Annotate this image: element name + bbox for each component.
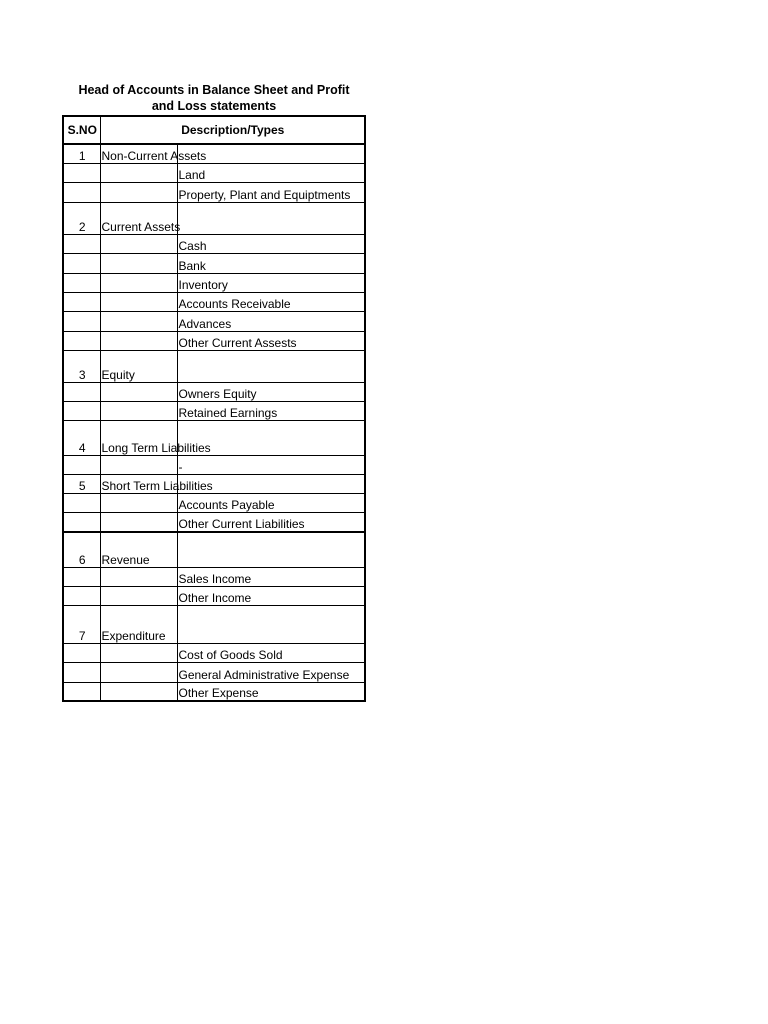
row-sno-cell [63, 331, 100, 350]
row-category-label: Current Assets [101, 219, 181, 234]
row-subtype-cell [177, 605, 365, 643]
table-row [63, 331, 365, 350]
row-sno-cell [63, 586, 100, 605]
table-row [63, 401, 365, 420]
table-row [63, 350, 365, 382]
row-sno-cell [63, 682, 100, 701]
row-category-cell [100, 493, 177, 512]
row-sno-cell: 7 [63, 605, 100, 643]
row-subtype-cell: Other Income [177, 586, 365, 605]
row-category-cell [100, 273, 177, 292]
row-subtype-cell: Other Current Liabilities [177, 512, 365, 532]
row-subtype-cell: Advances [177, 311, 365, 331]
table-row [63, 682, 365, 701]
row-sno-cell: 3 [63, 350, 100, 382]
row-category-cell [100, 682, 177, 701]
table-row [63, 292, 365, 311]
row-subtype-cell: Accounts Payable [177, 493, 365, 512]
table-row [63, 512, 365, 532]
table-row [63, 586, 365, 605]
row-sno-cell [63, 401, 100, 420]
row-sno-cell [63, 234, 100, 253]
row-category-label: Non-Current Assets [101, 148, 207, 163]
row-subtype-cell: - [177, 455, 365, 474]
row-sno-cell: 6 [63, 532, 100, 567]
row-category-cell [100, 532, 177, 567]
row-category-cell [100, 605, 177, 643]
table-row [63, 643, 365, 662]
row-subtype-cell: Other Current Assests [177, 331, 365, 350]
row-category-label: Short Term Liabilities [101, 478, 213, 493]
row-subtype-cell [177, 202, 365, 234]
row-category-cell [100, 163, 177, 182]
header-sno: S.NO [63, 116, 100, 144]
table-row [63, 382, 365, 401]
row-sno-cell: 5 [63, 474, 100, 493]
row-category-cell [100, 292, 177, 311]
row-subtype-cell: Other Expense [177, 682, 365, 701]
table-row [63, 474, 365, 493]
row-category-cell [100, 586, 177, 605]
accounts-table [62, 115, 366, 702]
row-sno-cell [63, 163, 100, 182]
row-subtype-cell [177, 350, 365, 382]
row-sno-cell [63, 662, 100, 682]
row-category-cell [100, 202, 181, 234]
table-row [63, 234, 365, 253]
row-subtype-cell: Accounts Receivable [177, 292, 365, 311]
row-category-cell [100, 662, 177, 682]
row-subtype-cell: Cash [177, 234, 365, 253]
table-row [63, 455, 365, 474]
row-sno-cell [63, 253, 100, 273]
row-category-cell [100, 474, 213, 493]
row-sno-cell: 1 [63, 144, 100, 163]
table-row [63, 493, 365, 512]
row-subtype-cell: Sales Income [177, 567, 365, 586]
row-category-cell [100, 182, 177, 202]
row-sno-cell [63, 493, 100, 512]
table-row [63, 144, 365, 163]
table-row [63, 605, 365, 643]
row-subtype-cell: Property, Plant and Equiptments [177, 182, 365, 202]
table-body [63, 144, 365, 701]
table-row [63, 182, 365, 202]
row-category-cell [100, 350, 177, 382]
table-row [63, 163, 365, 182]
row-category-cell [100, 455, 177, 474]
table-row [63, 311, 365, 331]
table-row [63, 273, 365, 292]
row-sno-cell [63, 182, 100, 202]
table-row [63, 567, 365, 586]
row-category-label: Equity [101, 367, 135, 382]
row-category-label: Expenditure [101, 628, 166, 643]
row-category-label: Long Term Liabilities [101, 440, 211, 455]
row-sno-cell: 4 [63, 420, 100, 455]
table-row [63, 420, 365, 455]
row-subtype-cell: Bank [177, 253, 365, 273]
row-category-cell [100, 253, 177, 273]
table-row [63, 253, 365, 273]
row-sno-cell [63, 292, 100, 311]
row-subtype-cell: Cost of Goods Sold [177, 643, 365, 662]
row-sno-cell [63, 382, 100, 401]
row-subtype-cell: Inventory [177, 273, 365, 292]
row-sno-cell [63, 273, 100, 292]
row-subtype-cell [177, 532, 365, 567]
row-category-cell [100, 144, 207, 163]
row-category-cell [100, 382, 177, 401]
row-category-cell [100, 401, 177, 420]
row-category-cell [100, 420, 211, 455]
row-sno-cell [63, 567, 100, 586]
page-title: Head of Accounts in Balance Sheet and Profit and Loss statements [78, 83, 350, 113]
table-row [63, 662, 365, 682]
row-subtype-cell: Owners Equity [177, 382, 365, 401]
row-sno-cell [63, 643, 100, 662]
row-category-cell [100, 311, 177, 331]
table-header-row [63, 116, 365, 144]
row-category-cell [100, 512, 177, 532]
row-sno-cell: 2 [63, 202, 100, 234]
row-subtype-cell: Retained Earnings [177, 401, 365, 420]
row-subtype-cell: Land [177, 163, 365, 182]
table-row [63, 532, 365, 567]
row-category-cell [100, 567, 177, 586]
row-sno-cell [63, 512, 100, 532]
row-subtype-cell: General Administrative Expense [177, 662, 365, 682]
row-sno-cell [63, 311, 100, 331]
row-category-label: Revenue [101, 552, 150, 567]
row-category-cell [100, 643, 177, 662]
header-description: Description/Types [100, 116, 365, 144]
table-row [63, 202, 365, 234]
row-category-cell [100, 234, 177, 253]
row-category-cell [100, 331, 177, 350]
row-sno-cell [63, 455, 100, 474]
